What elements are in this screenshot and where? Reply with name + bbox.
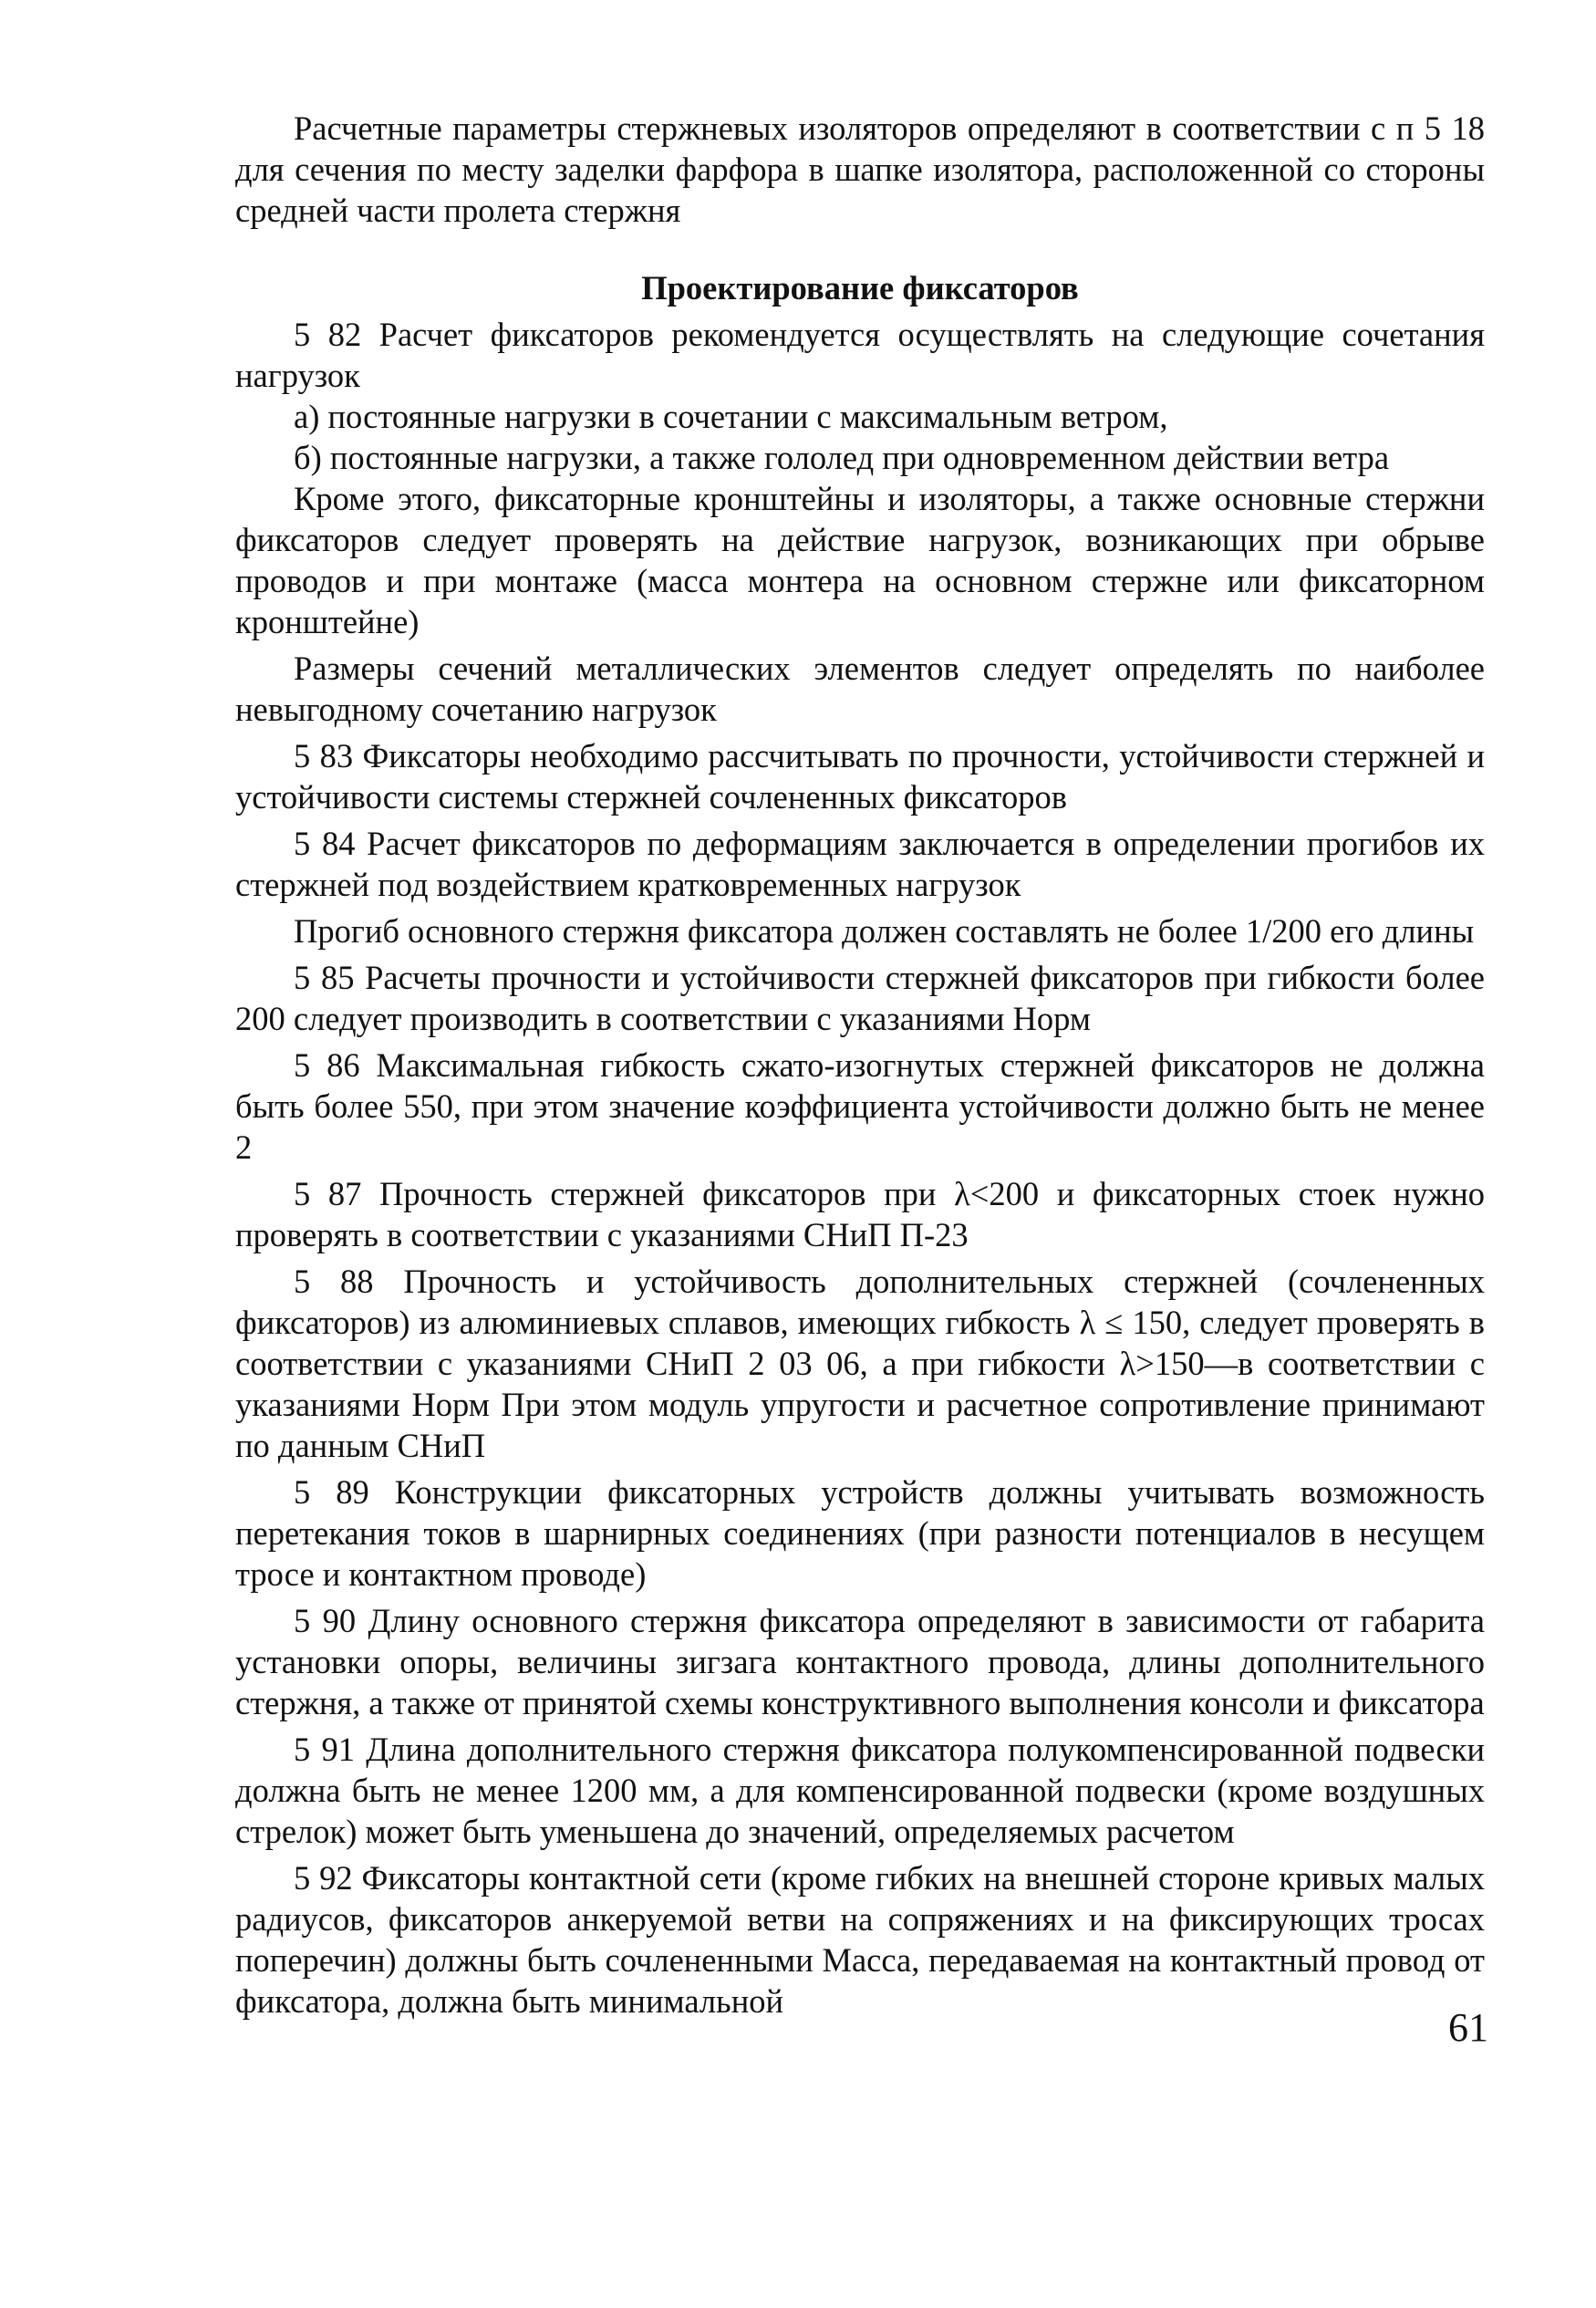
paragraph-5-86: 5 86 Максимальная гибкость сжато-изогнутых стержней фиксаторов не должна быть более 550, при этом значение коэффициента устойчивости должно быть не менее 2 bbox=[235, 1046, 1485, 1166]
page-number: 61 bbox=[1448, 2005, 1488, 2050]
paragraph-5-83: 5 83 Фиксаторы необходимо рассчитывать по прочности, устойчивости стержней и устойчивости системы стержней сочлененных фиксаторов bbox=[235, 737, 1485, 816]
paragraph-additional-checks: Кроме этого, фиксаторные кронштейны и изоляторы, а также основные стержни фиксаторов следует проверять на действие нагрузок, возникающих при обрыве проводов и при монтаже (масса монтера на основном стержне или фиксаторном кронштейне) bbox=[235, 480, 1485, 640]
document-page bbox=[235, 108, 1485, 2022]
intro-paragraph: Расчетные параметры стержневых изоляторов определяют в соответствии с п 5 18 для сечения по месту заделки фарфора в шапке изолятора, расположенной со стороны средней части пролета стержня bbox=[235, 109, 1485, 229]
section-heading: Проектирование фиксаторов bbox=[641, 269, 1079, 307]
paragraph-deflection: Прогиб основного стержня фиксатора должен составлять не более 1/200 его длины bbox=[294, 912, 1475, 950]
paragraph-5-92: 5 92 Фиксаторы контактной сети (кроме гибких на внешней стороне кривых малых радиусов, фиксаторов анкеруемой ветви на сопряжениях и на фиксирующих тросах поперечин) должны быть сочлененными Масса, передаваемая на контактный провод от фиксатора, должна быть минимальной bbox=[235, 1859, 1485, 2020]
paragraph-5-91: 5 91 Длина дополнительного стержня фиксатора полукомпенсированной подвески должна быть не менее 1200 мм, а для компенсированной подвески (кроме воздушных стрелок) может быть уменьшена до значений, определяемых расчетом bbox=[235, 1731, 1485, 1850]
list-item-b: б) постоянные нагрузки, а также гололед при одновременном действии ветра bbox=[294, 439, 1390, 476]
paragraph-5-90: 5 90 Длину основного стержня фиксатора определяют в зависимости от габарита установки опоры, величины зигзага контактного провода, длины дополнительного стержня, а также от принятой схемы конструктивного выполнения консоли и фиксатора bbox=[235, 1602, 1485, 1721]
paragraph-5-87: 5 87 Прочность стержней фиксаторов при λ<200 и фиксаторных стоек нужно проверять в соответствии с указаниями СНиП П-23 bbox=[235, 1175, 1485, 1253]
paragraph-5-82: 5 82 Расчет фиксаторов рекомендуется осуществлять на следующие сочетания нагрузок bbox=[235, 316, 1485, 394]
paragraph-section-sizes: Размеры сечений металлических элементов следует определять по наиболее невыгодному сочетанию нагрузок bbox=[235, 650, 1485, 728]
paragraph-5-88: 5 88 Прочность и устойчивость дополнительных стержней (сочлененных фиксаторов) из алюминиевых сплавов, имеющих гибкость λ ≤ 150, следует проверять в соответствии с указаниями СНиП 2 03 06, а при гибкости λ>150—в соответствии с указаниями Норм При этом модуль упругости и расчетное сопротивление принимают по данным СНиП bbox=[235, 1263, 1485, 1464]
paragraph-5-84: 5 84 Расчет фиксаторов по деформациям заключается в определении прогибов их стержней под воздействием кратковременных нагрузок bbox=[235, 825, 1485, 903]
paragraph-5-89: 5 89 Конструкции фиксаторных устройств должны учитывать возможность перетекания токов в шарнирных соединениях (при разности потенциалов в несущем тросе и контактном проводе) bbox=[235, 1473, 1485, 1593]
paragraph-5-85: 5 85 Расчеты прочности и устойчивости стержней фиксаторов при гибкости более 200 следует производить в соответствии с указаниями Норм bbox=[235, 959, 1485, 1037]
list-item-a: а) постоянные нагрузки в сочетании с максимальным ветром, bbox=[294, 398, 1168, 435]
